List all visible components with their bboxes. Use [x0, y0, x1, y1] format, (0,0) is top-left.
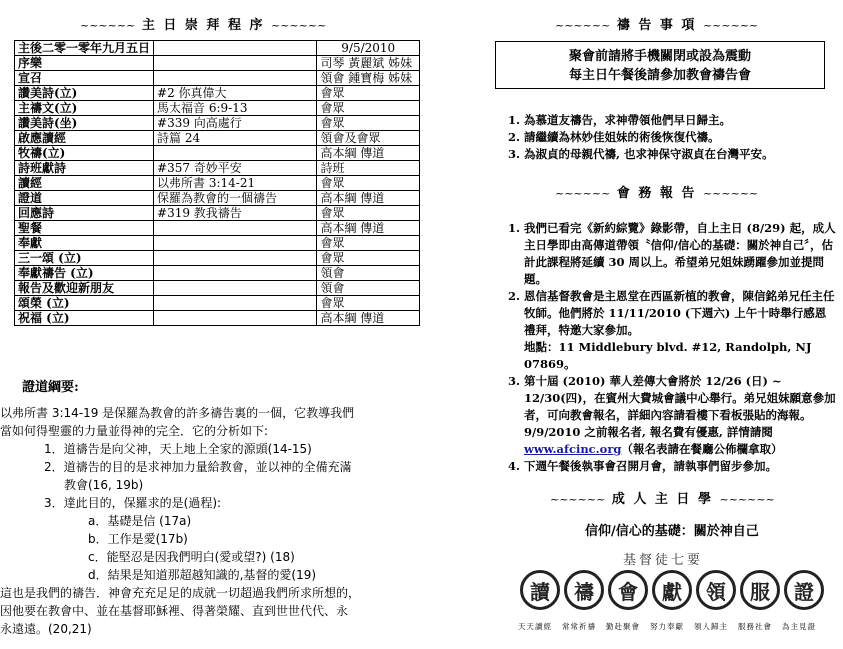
- prayer-items-title: [555, 14, 758, 33]
- table-header-row: [15, 41, 420, 56]
- table-cell: 高本綱 傳道: [317, 311, 420, 326]
- prayer-list: [500, 112, 836, 163]
- table-cell: [154, 221, 317, 236]
- list-item: [524, 373, 836, 458]
- table-cell: 報告及歡迎新朋友: [15, 281, 154, 296]
- prayer-items-title-text: 禱 告 事 項: [616, 18, 697, 33]
- table-row: [15, 191, 420, 206]
- table-cell: 高本綱 傳道: [317, 191, 420, 206]
- table-row: [15, 116, 420, 131]
- table-cell: 詩班: [317, 161, 420, 176]
- table-cell: 領會 鍾寶梅 姊妹: [317, 71, 420, 86]
- outline-line: 2．道禱告的目的是求神加力量給教會，並以神的全備充滿: [44, 460, 352, 474]
- table-cell: 高本綱 傳道: [317, 221, 420, 236]
- essential-3-icon: 會: [608, 570, 648, 610]
- table-cell: 司琴 黃麗斌 姊妹: [317, 56, 420, 71]
- table-cell: [154, 266, 317, 281]
- table-row: [15, 86, 420, 101]
- outline-line: 教會(16, 19b): [64, 478, 144, 492]
- table-cell: 詩篇 24: [154, 131, 317, 146]
- table-cell: 奉獻: [15, 236, 154, 251]
- announcement-line: 聚會前請將手機關閉或設為震動: [568, 49, 751, 64]
- order-of-service-title: [80, 14, 326, 33]
- table-row: [15, 71, 420, 86]
- title-decoration: ~~~~~~: [555, 187, 611, 200]
- sermon-outline-title: 證道綱要:: [22, 380, 79, 395]
- table-cell: #339 向高處行: [154, 116, 317, 131]
- news-address: 地點：11 Middlebury blvd. #12, Randolph, NJ 07869。: [524, 340, 812, 371]
- list-item: [524, 288, 836, 373]
- table-cell: 讚美詩(坐): [15, 116, 154, 131]
- table-cell: [154, 281, 317, 296]
- table-row: [15, 176, 420, 191]
- essential-label: 努力奉獻: [650, 622, 684, 631]
- essential-label: 天天讀經: [518, 622, 552, 631]
- table-cell: [154, 146, 317, 161]
- table-cell: 牧禱(立): [15, 146, 154, 161]
- sermon-outline: [0, 404, 410, 638]
- announcement-line: 每主日午餐後請參加教會禱告會: [568, 68, 751, 83]
- news-text: 我們已看完《新約綜覽》錄影帶，自上主日 (8/29) 起，成人主日學即由高傳道帶領〝信仰/信心的基礎：關於神自己〞，估計此課程將延續 30 周以上。希望弟兄姐妹踴躍參加並提問題。: [524, 221, 836, 286]
- table-row: [15, 101, 420, 116]
- table-cell: 奉獻禱告 (立): [15, 266, 154, 281]
- table-cell: [154, 56, 317, 71]
- table-row: [15, 206, 420, 221]
- table-cell: [154, 311, 317, 326]
- table-cell: 保羅為教會的一個禱告: [154, 191, 317, 206]
- essential-7-icon: 證: [784, 570, 824, 610]
- sunday-school-title-text: 成 人 主 日 學: [611, 492, 713, 507]
- table-row: [15, 266, 420, 281]
- table-cell: 讚美詩(立): [15, 86, 154, 101]
- table-cell: [154, 251, 317, 266]
- essential-4-icon: 獻: [652, 570, 692, 610]
- outline-line: 1．道禱告是向父神，天上地上全家的源頭(14-15): [44, 442, 312, 456]
- table-cell: 馬太福音 6:9-13: [154, 101, 317, 116]
- essential-label: 為主見證: [782, 622, 816, 631]
- table-cell: #357 奇妙平安: [154, 161, 317, 176]
- table-cell: 聖餐: [15, 221, 154, 236]
- service-date-numeric: 9/5/2010: [317, 41, 420, 56]
- essential-6-icon: 服: [740, 570, 780, 610]
- table-cell: 領會及會眾: [317, 131, 420, 146]
- seven-essentials-icons: [520, 570, 830, 618]
- table-cell: 啟應讀經: [15, 131, 154, 146]
- outline-line: 這也是我們的禱告．神會充充足足的成就一切超過我們所求所想的，: [0, 586, 361, 600]
- table-row: [15, 131, 420, 146]
- table-row: [15, 311, 420, 326]
- list-item: [524, 220, 836, 288]
- table-row: [15, 251, 420, 266]
- table-cell: 領會: [317, 281, 420, 296]
- table-cell: 頌榮 (立): [15, 296, 154, 311]
- church-news-title: [555, 182, 758, 201]
- table-row: [15, 161, 420, 176]
- list-item: 3. 為淑貞的母親代禱, 也求神保守淑貞在台灣平安。: [524, 146, 836, 163]
- title-decoration: ~~~~~~: [555, 19, 611, 32]
- table-cell: 會眾: [317, 176, 420, 191]
- table-cell: 領會: [317, 266, 420, 281]
- table-cell: 以弗所書 3:14-21: [154, 176, 317, 191]
- essential-5-icon: 領: [696, 570, 736, 610]
- order-of-service-table: [14, 40, 420, 326]
- table-row: [15, 146, 420, 161]
- essential-label: 勤赴聚會: [606, 622, 640, 631]
- title-decoration: ~~~~~~: [719, 493, 775, 506]
- essential-label: 服務社會: [738, 622, 772, 631]
- table-cell: 讀經: [15, 176, 154, 191]
- news-text: 下週午餐後執事會召開月會，請執事們留步參加。: [524, 459, 777, 473]
- table-row: [15, 281, 420, 296]
- service-date: 主後二零一零年九月五日: [15, 41, 154, 56]
- order-of-service-title-text: 主 日 崇 拜 程 序: [141, 18, 265, 33]
- table-cell: 詩班獻詩: [15, 161, 154, 176]
- seven-essentials-title: 基督徒七要: [623, 553, 704, 568]
- list-item: 2. 請繼續為林妙佳姐妹的術後恢復代禱。: [524, 129, 836, 146]
- table-cell: 會眾: [317, 206, 420, 221]
- list-item: 1. 為慕道友禱告，求神帶領他們早日歸主。: [524, 112, 836, 129]
- list-item: [524, 458, 836, 475]
- table-cell: 會眾: [317, 86, 420, 101]
- title-decoration: ~~~~~~: [702, 19, 759, 32]
- church-news-list: [500, 220, 836, 475]
- outline-line: b．工作是愛(17b): [88, 532, 188, 546]
- essential-label: 常常祈禱: [562, 622, 596, 631]
- table-cell: [154, 41, 317, 56]
- table-cell: 會眾: [317, 116, 420, 131]
- table-cell: 會眾: [317, 236, 420, 251]
- table-cell: 高本綱 傳道: [317, 146, 420, 161]
- table-cell: #319 教我禱告: [154, 206, 317, 221]
- table-cell: [154, 296, 317, 311]
- essential-2-icon: 禱: [564, 570, 604, 610]
- announcement-box: [495, 41, 825, 89]
- table-cell: [154, 236, 317, 251]
- title-decoration: ~~~~~~: [80, 19, 136, 32]
- outline-line: d．結果是知道那超越知識的,基督的愛(19): [88, 568, 317, 582]
- afcinc-link[interactable]: www.afcinc.org: [524, 442, 622, 456]
- table-cell: [154, 71, 317, 86]
- table-cell: 證道: [15, 191, 154, 206]
- table-cell: 祝福 (立): [15, 311, 154, 326]
- sunday-school-topic: 信仰/信心的基礎：關於神自己: [585, 524, 759, 539]
- outline-line: 以弗所書 3:14-19 是保羅為教會的許多禱告裏的一個，它教導我們: [0, 406, 355, 420]
- table-row: [15, 221, 420, 236]
- essential-label: 領人歸主: [694, 622, 728, 631]
- table-cell: 三一頌 (立): [15, 251, 154, 266]
- table-cell: 主禱文(立): [15, 101, 154, 116]
- table-cell: 會眾: [317, 251, 420, 266]
- outline-line: 3．達此目的，保羅求的是(過程):: [44, 496, 222, 510]
- table-cell: 序樂: [15, 56, 154, 71]
- title-decoration: ~~~~~~: [702, 187, 759, 200]
- table-cell: 會眾: [317, 101, 420, 116]
- sunday-school-title: [550, 488, 775, 507]
- title-decoration: ~~~~~~: [271, 19, 327, 32]
- news-text: 恩信基督教會是主恩堂在西區新植的教會，陳信銘弟兄任主任牧師。他們將於 11/11/2010 (下週六) 上午十時舉行感恩禮拜，特邀大家參加。: [524, 289, 835, 337]
- table-cell: #2 你真偉大: [154, 86, 317, 101]
- table-cell: 宣召: [15, 71, 154, 86]
- table-cell: 會眾: [317, 296, 420, 311]
- outline-line: 當如何得聖靈的力量並得神的完全．它的分析如下:: [0, 424, 269, 438]
- table-row: [15, 236, 420, 251]
- news-text: 第十屆 (2010) 華人差傳大會將於 12/26 (日) ~ 12/30(四)，在賓州大費城會議中心舉行。弟兄姐妹願意參加者，可向教會報名，詳細內容請看樓下看板張貼的海報。9/9/2010 之前報名者, 報名費有優惠, 詳情請閱: [524, 374, 836, 439]
- title-decoration: ~~~~~~: [550, 493, 606, 506]
- church-news-title-text: 會 務 報 告: [616, 186, 697, 201]
- outline-line: 因他要在教會中、並在基督耶穌裡、得著榮耀、直到世世代代、永: [0, 604, 349, 618]
- table-row: [15, 296, 420, 311]
- outline-line: 永遠遠。(20,21): [0, 622, 92, 636]
- outline-line: a．基礎是信 (17a): [88, 514, 192, 528]
- essential-1-icon: 讀: [520, 570, 560, 610]
- outline-line: c．能堅忍是因我們明白(愛或望?) (18): [88, 550, 295, 564]
- news-text: （報名表請在餐廳公佈欄拿取）: [621, 442, 783, 456]
- table-cell: 回應詩: [15, 206, 154, 221]
- table-row: [15, 56, 420, 71]
